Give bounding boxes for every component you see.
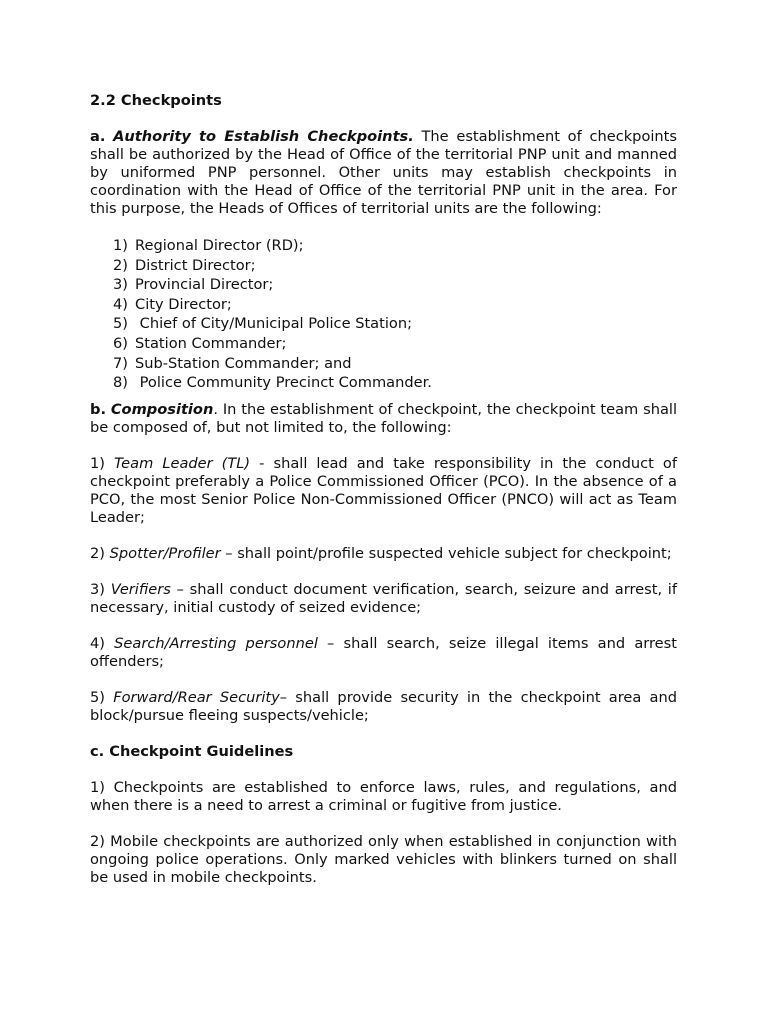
- guidelines-heading: c. Checkpoint Guidelines: [90, 742, 294, 760]
- role-number: 3): [90, 580, 111, 598]
- spacer: [90, 437, 677, 455]
- paragraph-b-title: Composition: [110, 400, 214, 418]
- list-item-number: 4): [113, 295, 128, 313]
- list-item-number: 5): [113, 315, 128, 333]
- spacer: [90, 671, 677, 689]
- paragraph-b-marker: b.: [90, 400, 106, 418]
- spacer: [90, 393, 677, 401]
- paragraph-a-body: The establishment of checkpoints shall be authorized by the Head of Office of the territorial PNP unit and manned by uniformed PNP personnel. Other units may establish checkpoints in coordination with the Head of Office of the territorial PNP unit in the area. For this purpose, the Heads of Offices of territorial units are the following:: [90, 128, 678, 217]
- spacer: [90, 617, 677, 635]
- list-item: [113, 334, 677, 354]
- role-number: 1): [90, 454, 115, 472]
- list-item-number: 8): [113, 374, 128, 392]
- role-text: - shall lead and take responsibility in the conduct of checkpoint preferably a Police Commissioned Officer (PCO). In the absence of a PCO, the most Senior Police Non-Commissioned Officer (PNCO) will act as Team Leader;: [90, 454, 677, 526]
- role-item: [90, 545, 677, 563]
- list-item-text: City Director;: [135, 295, 232, 313]
- role-item: [90, 689, 677, 725]
- role-text: – shall conduct document verification, search, seizure and arrest, if necessary, initial custody of seized evidence;: [90, 580, 677, 616]
- role-number: 2): [90, 544, 110, 562]
- paragraph-a-title: Authority to Establish Checkpoints.: [113, 128, 414, 145]
- list-item-text: Station Commander;: [135, 334, 287, 352]
- role-name: Search/Arresting personnel: [114, 634, 318, 652]
- paragraph-a: [90, 128, 677, 218]
- role-text: – shall point/profile suspected vehicle subject for checkpoint;: [220, 544, 672, 562]
- list-item: [113, 373, 677, 393]
- list-item: [113, 236, 677, 256]
- list-item: [113, 275, 677, 295]
- heads-of-office-list: [90, 236, 677, 393]
- list-item-number: 1): [113, 237, 128, 254]
- list-item: [113, 314, 677, 334]
- role-item: [90, 455, 677, 527]
- guideline-item: 2) Mobile checkpoints are authorized only when established in conjunction with ongoing police operations. Only marked vehicles with blinkers turned on shall be used in mobile checkpoints.: [90, 832, 677, 886]
- role-name: Team Leader (TL): [114, 454, 251, 472]
- spacer: [90, 218, 677, 236]
- spacer: [90, 527, 677, 545]
- list-item-text: Regional Director (RD);: [135, 237, 304, 254]
- role-number: 4): [90, 634, 115, 652]
- role-item: [90, 581, 677, 617]
- role-text: – shall search, seize illegal items and arrest offenders;: [90, 634, 677, 670]
- list-item-text: Sub-Station Commander; and: [135, 354, 352, 372]
- list-item-number: 7): [113, 354, 128, 372]
- paragraph-b-body: . In the establishment of checkpoint, the checkpoint team shall be composed of, but not limited to, the following:: [90, 400, 677, 436]
- document-page: [90, 92, 677, 887]
- role-item: [90, 635, 677, 671]
- list-item-text: Provincial Director;: [135, 276, 274, 294]
- list-item-number: 3): [113, 276, 128, 294]
- list-item-text: District Director;: [135, 256, 256, 274]
- list-item: [113, 295, 677, 315]
- list-item-text: Chief of City/Municipal Police Station;: [135, 315, 412, 333]
- role-text: – shall provide security in the checkpoint area and block/pursue fleeing suspects/vehicle;: [90, 688, 677, 724]
- role-name: Forward/Rear Security: [113, 688, 280, 706]
- role-name: Spotter/Profiler: [109, 544, 221, 562]
- spacer: [90, 110, 677, 128]
- list-item-text: Police Community Precinct Commander.: [135, 374, 432, 392]
- paragraph-a-marker: a.: [90, 128, 106, 145]
- spacer: [90, 725, 677, 743]
- spacer: [90, 761, 677, 779]
- list-item-number: 2): [113, 256, 128, 274]
- spacer: [90, 815, 677, 833]
- paragraph-b: [90, 401, 677, 437]
- list-item: [113, 256, 677, 276]
- section-title: 2.2 Checkpoints: [90, 92, 222, 109]
- role-number: 5): [90, 688, 114, 706]
- guideline-item: 1) Checkpoints are established to enforce laws, rules, and regulations, and when there is a need to arrest a criminal or fugitive from justice.: [90, 778, 677, 814]
- spacer: [90, 563, 677, 581]
- list-item-number: 6): [113, 334, 128, 352]
- role-name: Verifiers: [110, 580, 171, 598]
- list-item: [113, 354, 677, 374]
